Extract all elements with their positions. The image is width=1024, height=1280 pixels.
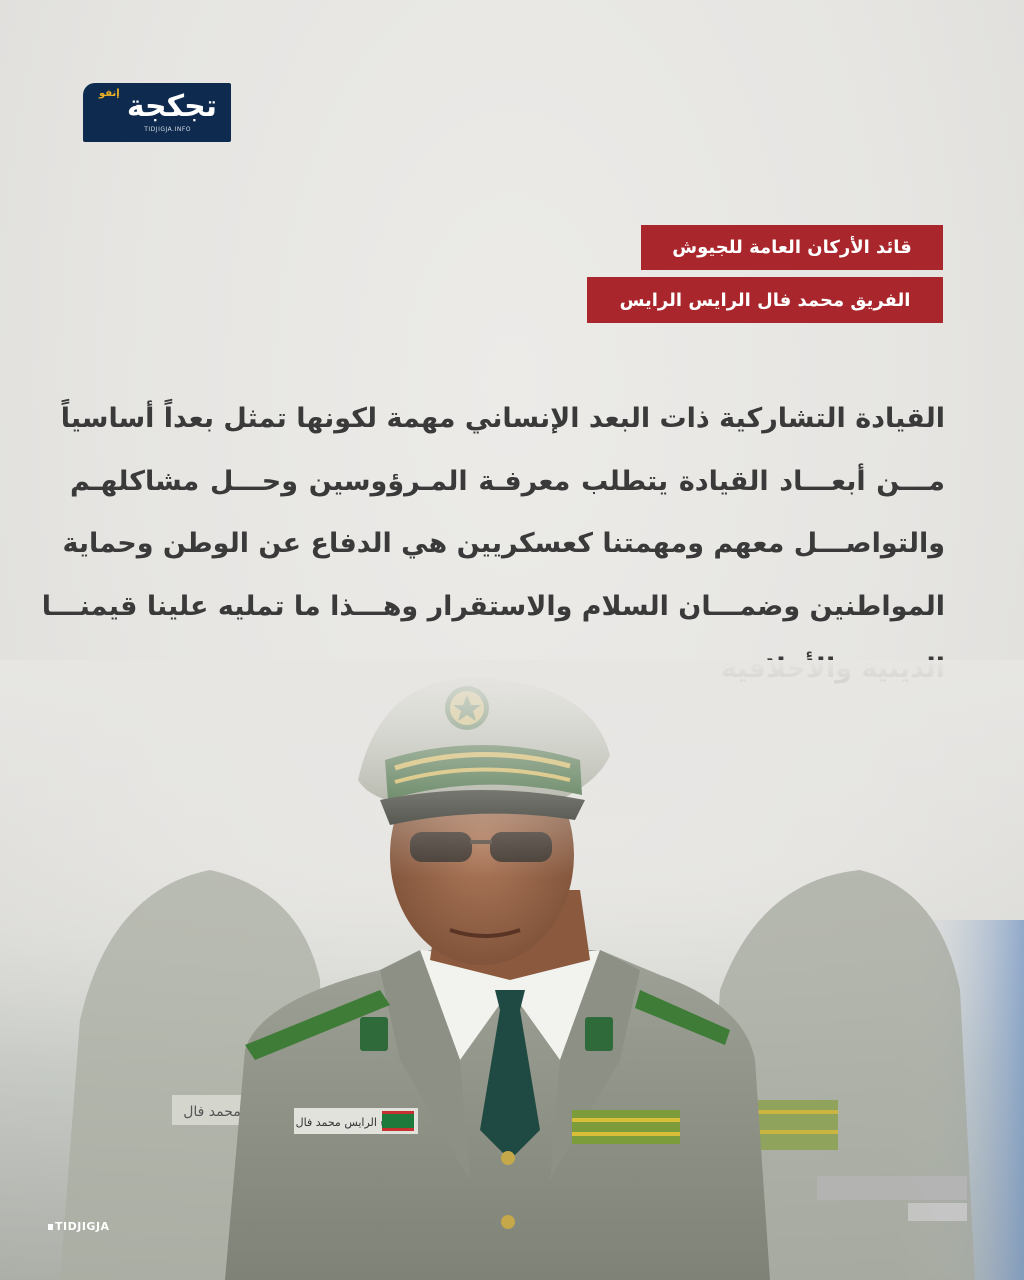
logo-main-text: تجكجة: [126, 89, 217, 124]
logo-sub-text: TIDJIGJA.INFO: [144, 126, 191, 133]
quote-line: والتواصـــل معهم ومهمتنا كعسكريين هي الدفاع عن الوطن وحماية: [62, 528, 945, 559]
footer-brand: [48, 1220, 110, 1233]
footer-mark-icon: [48, 1224, 53, 1230]
quote-block: [41, 388, 945, 701]
title-name-text: الفريق محمد فال الرايس الرايس: [619, 289, 911, 311]
quote-line: المواطنين وضمـــان السلام والاستقرار وهـــذا ما تمليه علينا قيمنـــا: [41, 590, 945, 622]
brand-logo: [83, 83, 231, 142]
grey-bar-small: [908, 1203, 967, 1221]
grey-bar: [817, 1176, 967, 1200]
footer-brand-text: TIDJIGJA: [55, 1220, 110, 1233]
title-position: [641, 225, 943, 270]
title-name: [587, 277, 943, 323]
quote-line: القيادة التشاركية ذات البعد الإنساني مهمة لكونها تمثل بعداً أساسياً: [60, 403, 945, 434]
logo-tag: إنفو: [99, 88, 120, 99]
quote-line: مـــن أبعـــاد القيادة يتطلب معرفـة المـرؤوسين وحـــل مشاكلهـم: [70, 465, 945, 497]
title-position-text: قائد الأركان العامة للجيوش: [672, 237, 912, 258]
